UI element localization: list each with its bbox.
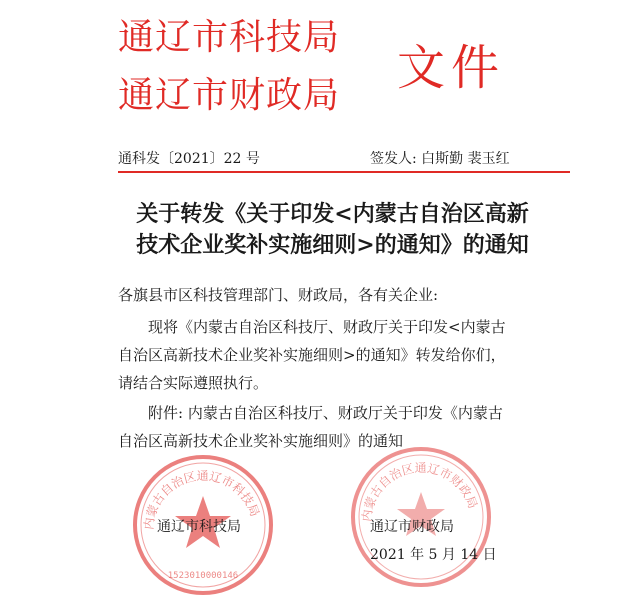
issue-date: 2021 年 5 月 14 日 bbox=[370, 547, 497, 563]
document-title-line-2: 技术企业奖补实施细则>的通知》的通知 bbox=[136, 232, 529, 258]
signing-org-science-bureau: 通辽市科技局 bbox=[157, 519, 241, 535]
body-paragraph-line-3: 请结合实际遵照执行。 bbox=[118, 374, 269, 392]
attachment-line-2: 自治区高新技术企业奖补实施细则》的通知 bbox=[118, 432, 404, 450]
document-title-line-1: 关于转发《关于印发<内蒙古自治区高新 bbox=[136, 201, 529, 227]
signers: 签发人: 白斯勤 裴玉红 bbox=[370, 151, 510, 167]
document-number: 通科发〔2021〕22 号 bbox=[118, 151, 260, 167]
document-word: 文件 bbox=[397, 40, 506, 96]
issuer-line-science-bureau: 通辽市科技局 bbox=[118, 17, 341, 58]
seal-left-number: 1523010000146 bbox=[167, 571, 239, 581]
attachment-line-1: 附件: 内蒙古自治区科技厅、财政厅关于印发《内蒙古 bbox=[148, 404, 503, 422]
seal-left-arc-text: 内蒙古自治区通辽市科技局 bbox=[141, 468, 262, 531]
salutation: 各旗县市区科技管理部门、财政局，各有关企业: bbox=[118, 286, 439, 304]
signing-org-finance-bureau: 通辽市财政局 bbox=[370, 519, 454, 535]
body-paragraph-line-1: 现将《内蒙古自治区科技厅、财政厅关于印发<内蒙古 bbox=[148, 318, 506, 336]
body-paragraph-line-2: 自治区高新技术企业奖补实施细则>的通知》转发给你们， bbox=[118, 346, 506, 364]
seal-right-arc-text: 内蒙古自治区通辽市财政局 bbox=[359, 460, 480, 523]
red-divider bbox=[118, 171, 570, 173]
issuer-line-finance-bureau: 通辽市财政局 bbox=[118, 75, 341, 116]
